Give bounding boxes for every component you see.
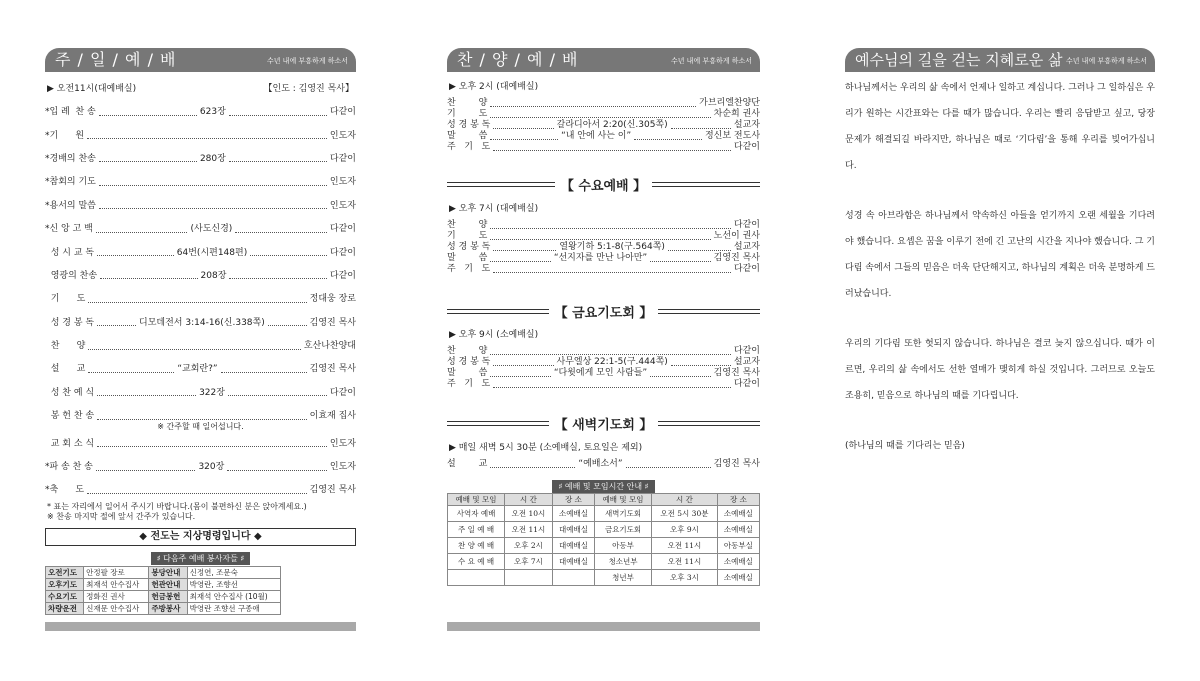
order-label: 찬 양 [447,98,488,108]
schedule-table [447,493,760,586]
order-row [45,479,356,502]
order-responsible: 김영진 목사 [309,485,356,496]
order-responsible: 호산나찬양대 [303,341,356,352]
schedule-cell: 주 일 예 배 [448,522,505,538]
praise-time: ▶ 오후 2시 (대예배실) [449,82,539,92]
service-role: 차량운전 [46,602,84,614]
order-responsible: 정대웅 장로 [309,294,356,305]
order-label: 성 경 봉 독 [45,317,95,328]
subtitle-essay: 수년 내에 부흥하게 하소서 [1065,57,1147,65]
order-row [447,231,760,242]
title-essay: 예수님의 길을 걷는 지혜로운 삶 [855,51,1063,69]
order-label: 말 씀 [447,368,488,378]
service-role: 수요기도 [46,590,84,602]
footer-bar-2 [447,622,760,631]
order-row [45,288,356,311]
order-detail: 사무엘상 22:1-5(구.444쪽) [556,357,668,367]
schedule-cell: 오후 2시 [505,538,553,554]
order-responsible: 가브리엘찬양단 [699,98,760,108]
order-row [447,253,760,264]
offering-note: ※ 간주할 때 일어섭니다. [157,422,244,432]
order-responsible: 김영진 목사 [713,253,761,263]
order-row [45,456,356,479]
essay-paragraph-2: 성경 속 아브라함은 하나님께서 약속하신 아들을 얻기까지 오랜 세월을 기다려야 했습니다. 요셉은 꿈을 이루기 전에 긴 고난의 시간을 지나야 했습니다. 그 기다림 속에서 그들의 믿음은 더욱 단단해지고, 하나님의 계획은 더욱 분명하게 드러났습니다. [845,211,1155,299]
order-row [447,220,760,231]
order-detail: 320장 [198,462,225,473]
service-role: 주방봉사 [149,602,187,614]
order-detail: 디모데전서 3:14-16(신.338쪽) [139,317,265,328]
schedule-cell: 금요기도회 [595,522,652,538]
order-detail: 열왕기하 5:1-8(구.564쪽) [559,242,665,252]
order-responsible: 다같이 [733,220,760,230]
order-label: *축 도 [45,485,85,496]
schedule-header-cell: 예배 및 모임 [595,494,652,506]
schedule-row [448,538,760,554]
order-label: 주 기 도 [447,379,491,389]
order-row [447,264,760,275]
sunday-time: ▶ 오전11시(대예배실) [47,84,137,94]
schedule-cell: 오전 11시 [505,522,553,538]
schedule-header-cell: 장 소 [717,494,759,506]
essay-body [845,75,1155,459]
order-label: 성 찬 예 식 [45,387,95,398]
service-row [46,578,281,590]
order-responsible: 인도자 [329,462,357,473]
order-row [447,368,760,379]
order-label: 봉 헌 찬 송 [45,411,95,422]
order-responsible: 다같이 [329,387,356,398]
order-detail: 208장 [200,270,227,281]
service-person: 신재문 안수집사 [84,602,149,614]
schedule-cell: 오전 11시 [652,554,718,570]
wed-time: ▶ 오후 7시 (대예배실) [449,204,539,214]
order-detail: (사도신경) [190,224,233,235]
schedule-cell: 오후 7시 [505,554,553,570]
schedule-cell: 오후 3시 [652,570,718,586]
title-praise: 찬 / 양 / 예 / 배 [457,50,579,69]
order-responsible: 설교자 [733,120,761,130]
order-detail: “예배소서” [578,459,623,469]
order-row [45,432,356,455]
order-row [447,120,760,131]
order-responsible: 김영진 목사 [309,364,356,375]
order-label: *기 원 [45,130,85,141]
footer-bar-1 [45,622,356,631]
schedule-cell: 오후 9시 [652,522,718,538]
order-row [447,379,760,390]
service-table [45,566,281,615]
order-row [45,124,356,147]
order-label: 주 기 도 [447,142,491,152]
schedule-cell: 청년부 [595,570,652,586]
column-essay [845,48,1155,483]
note-interlude: ※ 찬송 마지막 절에 앞서 간주가 있습니다. [47,511,196,521]
order-responsible: 설교자 [733,357,761,367]
order-responsible: 다같이 [329,270,356,281]
order-row [447,346,760,357]
service-person: 최재석 안수집사 (10월) [187,590,280,602]
service-row [46,590,281,602]
schedule-cell: 아동부실 [717,538,759,554]
service-table-title: ♯ 다음주 예배 봉사자들 ♯ [151,552,250,565]
schedule-cell: 아동부 [595,538,652,554]
column-sunday [45,48,356,615]
service-person: 최재석 안수집사 [84,578,149,590]
order-row [447,242,760,253]
order-label: 성 경 봉 독 [447,120,491,130]
service-role: 오후기도 [46,578,84,590]
order-row [45,218,356,241]
order-responsible: 노선이 권사 [713,231,760,241]
dawn-time: ▶ 매일 새벽 5시 30분 (소예배실, 토요일은 제외) [449,443,643,453]
schedule-cell [505,570,553,586]
sunday-leader: 【인도 : 김영진 목사】 [263,84,354,94]
essay-paragraph-1: 하나님께서는 우리의 삶 속에서 언제나 일하고 계십니다. 그러나 그 일하심은 우리가 원하는 시간표와는 다를 때가 많습니다. 우리는 빨리 응답받고 싶고, 당장 문제가 해결되길 바라지만, 하나님은 때로 ‘기다림’을 통해 우리를 빚어가십니다. [845,83,1155,171]
order-row [45,241,356,264]
order-label: 성 경 봉 독 [447,357,491,367]
order-label: 기 도 [45,294,86,305]
schedule-cell: 오전 10시 [505,506,553,522]
order-label: 주 기 도 [447,264,491,274]
schedule-cell: 소예배실 [717,506,759,522]
essay-paragraph-3: 우리의 기다림 또한 헛되지 않습니다. 하나님은 결코 늦지 않으십니다. 때가 이르면, 우리의 삶 속에서도 선한 열매가 맺히게 하실 것입니다. 그러므로 오늘도 조용히, 믿음으로 하나님의 때를 기다립니다. [845,339,1155,401]
order-responsible: 설교자 [733,242,760,252]
title-sunday: 주 / 일 / 예 / 배 [55,50,177,69]
order-label: *참회의 기도 [45,177,96,188]
order-responsible: 인도자 [329,130,356,141]
order-row [45,148,356,171]
order-row [447,109,760,120]
service-person: 안정팔 장로 [84,566,149,578]
wed-order-list [447,220,760,275]
order-row [447,357,760,368]
order-label: 찬 양 [447,220,488,230]
schedule-row [448,554,760,570]
service-person: 신정연, 조문숙 [187,566,280,578]
order-label: *신 앙 고 백 [45,224,93,235]
schedule-cell [552,570,594,586]
order-row [45,171,356,194]
order-label: 설 교 [447,459,488,469]
order-responsible: 다같이 [329,247,356,258]
order-row [45,335,356,358]
order-responsible: 다같이 [733,264,760,274]
order-row [45,195,356,218]
service-row [46,566,281,578]
schedule-header-cell: 장 소 [552,494,594,506]
order-label: *입 례 찬 송 [45,107,96,118]
order-responsible: 다같이 [329,153,356,164]
schedule-cell: 찬 양 예 배 [448,538,505,554]
order-row [447,142,760,153]
order-detail: 623장 [199,107,226,118]
schedule-cell: 소예배실 [717,522,759,538]
order-label: 교 회 소 식 [45,438,95,449]
fri-order-list [447,346,760,390]
fri-time: ▶ 오후 9시 (소예배실) [449,330,539,340]
order-row [45,382,356,405]
order-responsible: 김영진 목사 [713,368,761,378]
order-row [45,265,356,288]
order-label: 말 씀 [447,253,488,263]
essay-caption: (하나님의 때를 기다리는 믿음) [845,441,965,451]
order-label: 기 도 [447,109,488,119]
fri-section-title: 【 금요기도회 】 [447,302,760,321]
order-label: *용서의 말씀 [45,200,96,211]
order-label: 찬 양 [447,346,488,356]
column-praise [447,48,760,586]
schedule-cell: 청소년부 [595,554,652,570]
order-label: *경배의 찬송 [45,153,96,164]
schedule-row [448,570,760,586]
order-row [45,101,356,124]
order-label: 성 시 교 독 [45,247,95,258]
order-label: 말 씀 [447,131,488,141]
order-row [447,459,760,470]
order-label: 성 경 봉 독 [447,242,491,252]
header-essay [845,48,1155,72]
order-label: *파 송 찬 송 [45,462,93,473]
order-row [45,312,356,335]
order-label: 설 교 [45,364,86,375]
schedule-cell: 소예배실 [717,570,759,586]
order-detail: 갈라디아서 2:20(신.305쪽) [556,120,668,130]
order-responsible: 인도자 [329,200,356,211]
schedule-header-cell: 시 간 [652,494,718,506]
order-detail: 322장 [199,387,225,398]
service-row [46,602,281,614]
order-responsible: 다같이 [733,379,760,389]
order-label: 기 도 [447,231,488,241]
service-person: 정화진 권사 [84,590,149,602]
subtitle-praise: 수년 내에 부흥하게 하소서 [670,57,752,65]
order-row [447,98,760,109]
service-role: 오전기도 [46,566,84,578]
subtitle-sunday: 수년 내에 부흥하게 하소서 [266,57,348,65]
order-row [447,131,760,142]
schedule-cell: 대예배실 [552,554,594,570]
order-responsible: 김영진 목사 [713,459,761,469]
schedule-cell: 오전 11시 [652,538,718,554]
service-role: 헌관안내 [149,578,187,590]
order-responsible: 차순희 권사 [713,109,760,119]
order-responsible: 다같이 [329,107,357,118]
order-detail: “다윗에게 모인 사람들” [553,368,648,378]
service-role: 봉당안내 [149,566,187,578]
dawn-order-list [447,459,760,470]
schedule-cell: 소예배실 [717,554,759,570]
schedule-cell [448,570,505,586]
service-person: 박영란 조향선 구종애 [187,602,280,614]
order-detail: “내 안에 사는 이” [561,131,632,141]
order-responsible: 김영진 목사 [309,317,357,328]
service-role: 헌금봉헌 [149,590,187,602]
schedule-cell: 대예배실 [552,522,594,538]
schedule-cell: 수 요 예 배 [448,554,505,570]
schedule-row [448,522,760,538]
dawn-section-title: 【 새벽기도회 】 [447,414,760,433]
order-detail: 280장 [199,153,226,164]
note-stand: * 표는 자리에서 일어서 주시기 바랍니다.(몸이 불편하신 분은 앉아계세요.) [47,501,307,511]
order-responsible: 이효재 집사 [309,411,356,422]
schedule-cell: 사역자 예배 [448,506,505,522]
order-responsible: 다같이 [733,142,760,152]
header-praise [447,48,760,72]
order-responsible: 다같이 [733,346,760,356]
order-row [45,358,356,381]
order-responsible: 정신보 전도사 [704,131,761,141]
schedule-header-cell: 시 간 [505,494,553,506]
schedule-cell: 대예배실 [552,538,594,554]
evangelism-banner: ◆ 전도는 지상명령입니다 ◆ [45,528,356,546]
order-detail: “선지자를 만난 나아만” [553,253,648,263]
order-detail: “교회란?” [177,364,218,375]
schedule-header-cell: 예배 및 모임 [448,494,505,506]
schedule-cell: 소예배실 [552,506,594,522]
wed-section-title: 【 수요예배 】 [447,175,760,194]
schedule-table-title: ♯ 예배 및 모임시간 안내 ♯ [552,480,654,493]
service-person: 박영란, 조향선 [187,578,280,590]
praise-order-list [447,98,760,153]
order-responsible: 인도자 [329,438,356,449]
order-label: 영광의 찬송 [45,270,98,281]
order-label: 찬 양 [45,341,86,352]
order-responsible: 인도자 [329,177,356,188]
schedule-cell: 새벽기도회 [595,506,652,522]
schedule-row [448,506,760,522]
sunday-order-list [45,101,356,503]
schedule-cell: 오전 5시 30분 [652,506,718,522]
order-responsible: 다같이 [329,224,357,235]
order-detail: 64번(시편148편) [176,247,248,258]
header-sunday [45,48,356,72]
